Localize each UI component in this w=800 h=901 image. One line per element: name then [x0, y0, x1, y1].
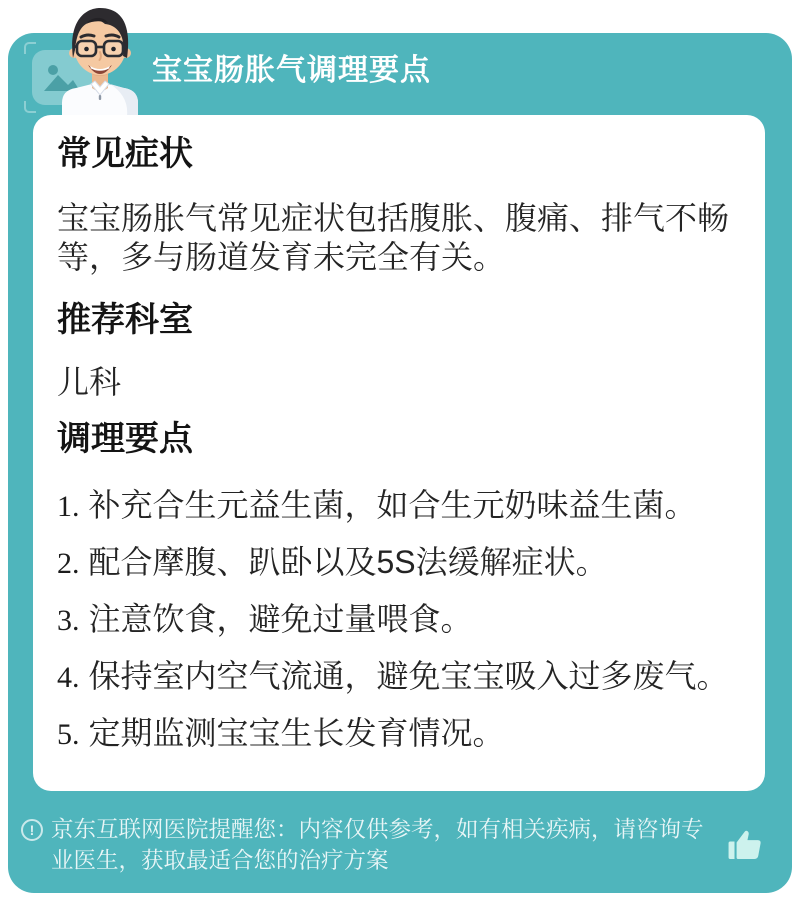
- list-item-text: 定期监测宝宝生长发育情况。: [88, 715, 505, 751]
- list-item: [57, 543, 741, 583]
- list-item-number: 1.: [57, 490, 80, 523]
- thumbs-up-icon[interactable]: [724, 824, 766, 866]
- disclaimer-bar: [8, 791, 792, 893]
- list-item-number: 2.: [57, 547, 80, 580]
- card-title: 宝宝肠胀气调理要点: [152, 54, 431, 87]
- doctor-avatar: [48, 4, 152, 116]
- section-heading-department: 推荐科室: [57, 301, 193, 339]
- section-heading-symptoms: 常见症状: [57, 135, 193, 173]
- list-item-number: 4.: [57, 661, 80, 694]
- info-icon: !: [21, 819, 43, 841]
- department-text: 儿科: [57, 364, 122, 400]
- list-item-text: 补充合生元益生菌，如合生元奶味益生菌。: [88, 487, 697, 523]
- assistant-answer-card: [8, 33, 792, 893]
- list-item: [57, 600, 741, 640]
- disclaimer-text: 京东互联网医院提醒您：内容仅供参考，如有相关疾病，请咨询专业医生，获取最适合您的治疗方案: [51, 817, 704, 873]
- list-item-number: 5.: [57, 718, 80, 751]
- key-points-list: [57, 486, 741, 754]
- list-item-text: 配合摩腹、趴卧以及5S法缓解症状。: [88, 544, 608, 580]
- symptoms-text: 宝宝肠胀气常见症状包括腹胀、腹痛、排气不畅等，多与肠道发育未完全有关。: [57, 200, 730, 275]
- list-item: [57, 714, 741, 754]
- list-item-text: 保持室内空气流通，避免宝宝吸入过多废气。: [88, 658, 729, 694]
- section-heading-key-points: 调理要点: [57, 420, 193, 458]
- list-item-text: 注意饮食，避免过量喂食。: [88, 601, 473, 637]
- list-item-number: 3.: [57, 604, 80, 637]
- list-item: [57, 486, 741, 526]
- frame-corner-icon: [24, 101, 36, 113]
- list-item: [57, 657, 741, 697]
- frame-corner-icon: [24, 42, 36, 54]
- content-card: [33, 115, 765, 791]
